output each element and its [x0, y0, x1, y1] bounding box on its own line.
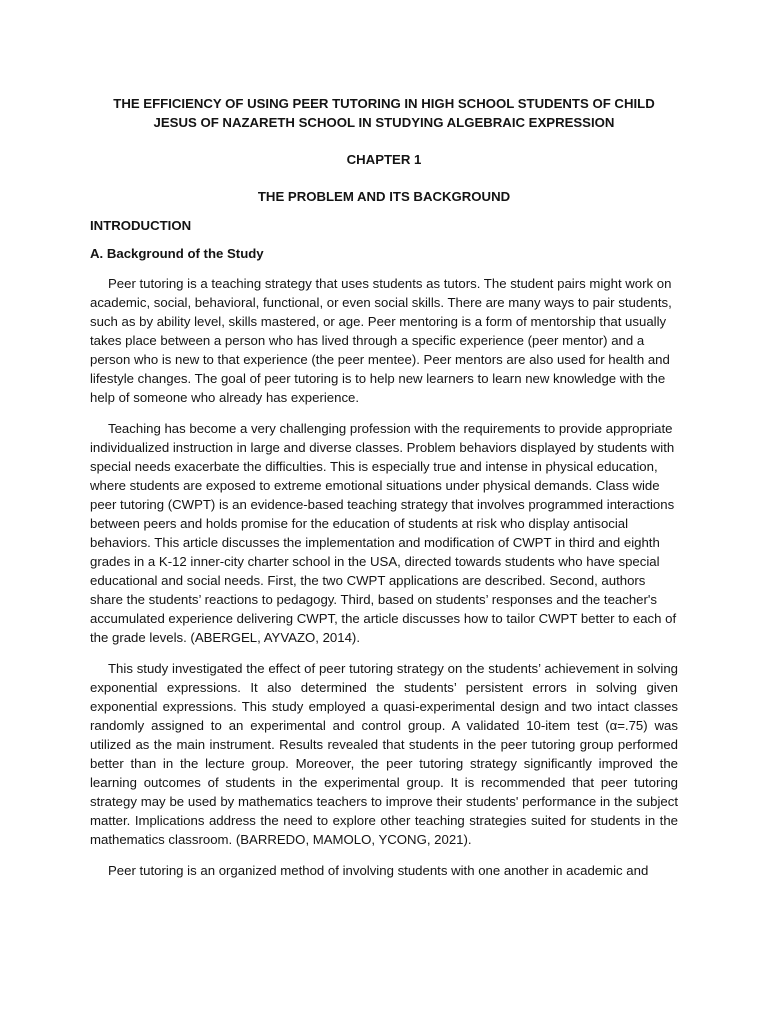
paragraph: Peer tutoring is an organized method of involving students with one another in academic and — [108, 863, 649, 878]
section-heading: INTRODUCTION — [90, 218, 192, 233]
paragraph: Peer tutoring is a teaching strategy that uses students as tutors. The student pairs might work on academic, social, behavioral, functional, or even social skills. There are many ways to pair students, such as by ability level, skills mastered, or age. Peer mentoring is a form of mentorship that usually takes place between a person who has lived through a specific experience (peer mentor) and a person who is new to that experience (the peer mentee). Peer mentors are also used for health and lifestyle changes. The goal of peer tutoring is to help new learners to learn new knowledge with the help of someone who already has experience. — [90, 276, 672, 405]
paragraph: This study investigated the effect of peer tutoring strategy on the students’ achievement in solving exponential expressions. It also determined the students’ persistent errors in solving given exponential expressions. This study employed a quasi-experimental design and two intact classes randomly assigned to an experimental and control group. A validated 10-item test (α=.75) was utilized as the main instrument. Results revealed that students in the peer tutoring group performed better than in the lecture group. Moreover, the peer tutoring strategy significantly improved the learning outcomes of students in the experimental group. It is recommended that peer tutoring strategy may be used by mathematics teachers to improve their students' performance in the subject matter. Implications address the need to explore other teaching strategies suited for students in the mathematics classroom. (BARREDO, MAMOLO, YCONG, 2021). — [90, 661, 678, 847]
document-title: THE EFFICIENCY OF USING PEER TUTORING IN HIGH SCHOOL STUDENTS OF CHILD JESUS OF NAZARETH SCHOOL IN STUDYING ALGEBRAIC EXPRESSION — [113, 96, 655, 130]
chapter-label: CHAPTER 1 — [346, 152, 422, 167]
subsection-heading: A. Background of the Study — [90, 246, 264, 261]
chapter-title: THE PROBLEM AND ITS BACKGROUND — [257, 189, 511, 204]
paragraph: Teaching has become a very challenging profession with the requirements to provide appropriate individualized instruction in large and diverse classes. Problem behaviors displayed by students with special needs exacerbate the difficulties. This is especially true and intense in physical education, where students are exposed to extreme emotional situations under physical demands. Class wide peer tutoring (CWPT) is an evidence-based teaching strategy that involves programmed interactions between peers and holds promise for the education of students at risk who display antisocial behaviors. This article discusses the implementation and modification of CWPT in third and eighth grades in a K-12 inner-city charter school in the USA, directed towards students who have special educational and social needs. First, the two CWPT applications are described. Second, authors share the students’ reactions to pedagogy. Third, based on students’ responses and the teacher's accumulated experience delivering CWPT, the article discusses how to tailor CWPT better to each of the grade levels. (ABERGEL, AYVAZO, 2014). — [90, 421, 677, 645]
